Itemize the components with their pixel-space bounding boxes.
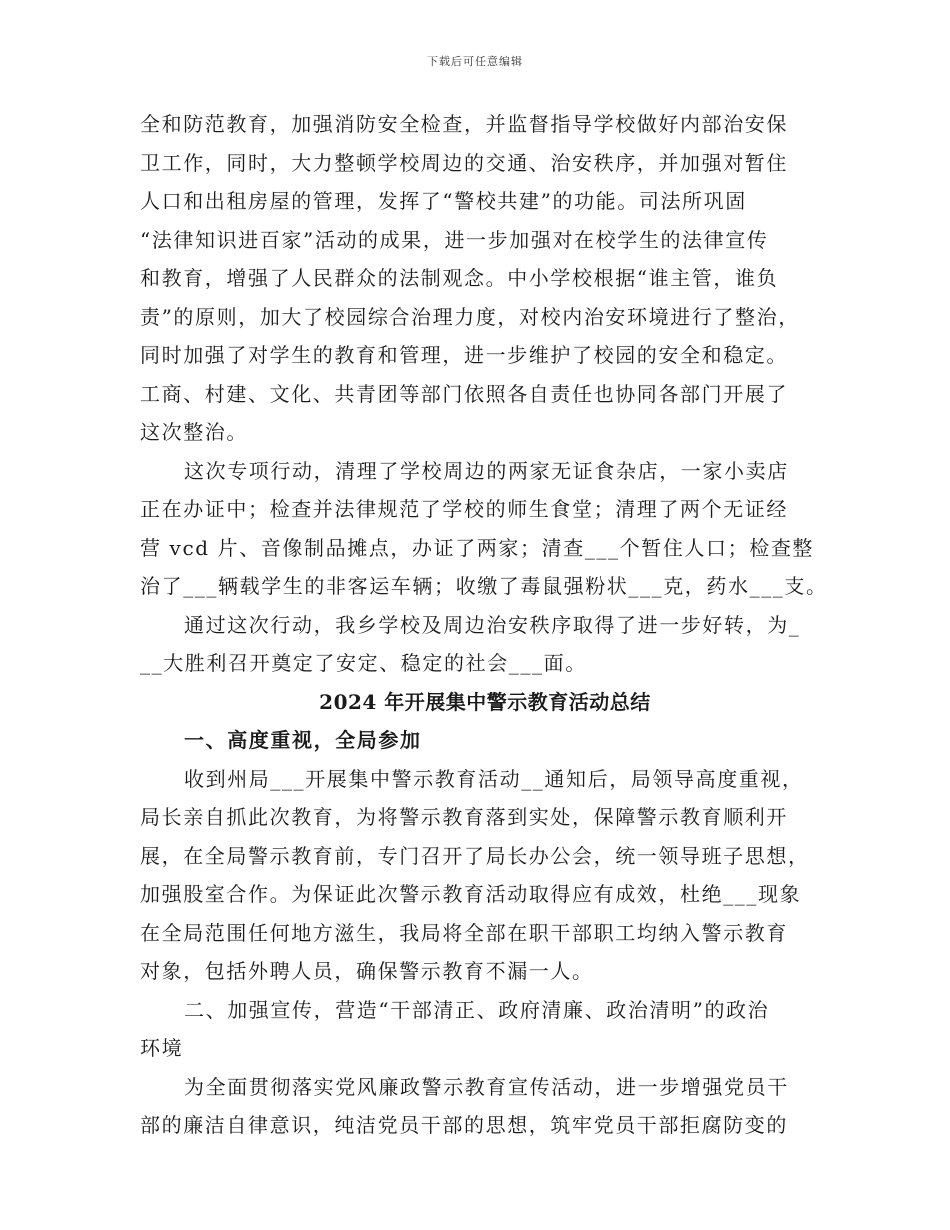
paragraph-line: 收到州局___开展集中警示教育活动__通知后，局领导高度重视， xyxy=(184,766,804,791)
paragraph-line: 加强股室合作。为保证此次警示教育活动取得应有成效，杜绝___现象 xyxy=(140,882,802,906)
paragraph-line: 二、加强宣传，营造“干部清正、政府清廉、政治清明”的政治 xyxy=(184,997,770,1022)
paragraph-line: 这次专项行动，清理了学校周边的两家无证食杂店，一家小卖店 xyxy=(184,458,789,483)
paragraph-line: 工商、村建、文化、共青团等部门依照各自责任也协同各部门开展了 xyxy=(140,381,788,406)
paragraph-line: 环境 xyxy=(140,1036,184,1060)
page-header: 下载后可任意编辑 xyxy=(427,55,523,68)
paragraph-line: 人口和出租房屋的管理，发挥了“警校共建”的功能。司法所巩固 xyxy=(140,189,747,213)
paragraph-line: 责”的原则，加大了校园综合治理力度，对校内治安环境进行了整治， xyxy=(140,304,800,329)
document-body xyxy=(140,105,830,1145)
paragraph-line: 和教育，增强了人民群众的法制观念。中小学校根据“谁主管，谁负 xyxy=(140,266,779,290)
paragraph-line: 全和防范教育，加强消防安全检查，并监督指导学校做好内部治安保 xyxy=(140,112,788,136)
paragraph-line: 同时加强了对学生的教育和管理，进一步维护了校园的安全和稳定。 xyxy=(140,343,788,367)
paragraph-line: “法律知识进百家”活动的成果，进一步加强对在校学生的法律宣传 xyxy=(140,227,769,252)
paragraph-line: 为全面贯彻落实党风廉政警示教育宣传活动，进一步增强党员干 xyxy=(184,1074,789,1099)
paragraph-line: 治了___辆载学生的非客运车辆；收缴了毒鼠强粉状___克，药水___支。 xyxy=(140,574,828,598)
paragraph-line: 展，在全局警示教育前，专门召开了局长办公会，统一领导班子思想， xyxy=(140,843,810,868)
section-title: 2024 年开展集中警示教育活动总结 xyxy=(319,689,651,714)
section-heading: 一、高度重视，全局参加 xyxy=(184,728,422,752)
paragraph-line: 卫工作，同时，大力整顿学校周边的交通、治安秩序，并加强对暂住 xyxy=(140,150,788,175)
paragraph-line: 在全局范围任何地方滋生，我局将全部在职干部职工均纳入警示教育 xyxy=(140,920,788,945)
paragraph-line: 通过这次行动，我乡学校及周边治安秩序取得了进一步好转，为_ xyxy=(184,612,801,637)
paragraph-line: 局长亲自抓此次教育，为将警示教育落到实处，保障警示教育顺利开 xyxy=(140,805,788,829)
paragraph-line: 这次整治。 xyxy=(140,420,248,444)
paragraph-line: 营 vcd 片、音像制品摊点，办证了两家；清查___个暂住人口；检查整 xyxy=(140,535,815,560)
paragraph-line: __大胜利召开奠定了安定、稳定的社会___面。 xyxy=(140,651,587,675)
paragraph-line: 正在办证中；检查并法律规范了学校的师生食堂；清理了两个无证经 xyxy=(140,497,788,521)
paragraph-line: 对象，包括外聘人员，确保警示教育不漏一人。 xyxy=(140,959,594,983)
paragraph-line: 部的廉洁自律意识，纯洁党员干部的思想，筑牢党员干部拒腐防变的 xyxy=(140,1113,788,1137)
